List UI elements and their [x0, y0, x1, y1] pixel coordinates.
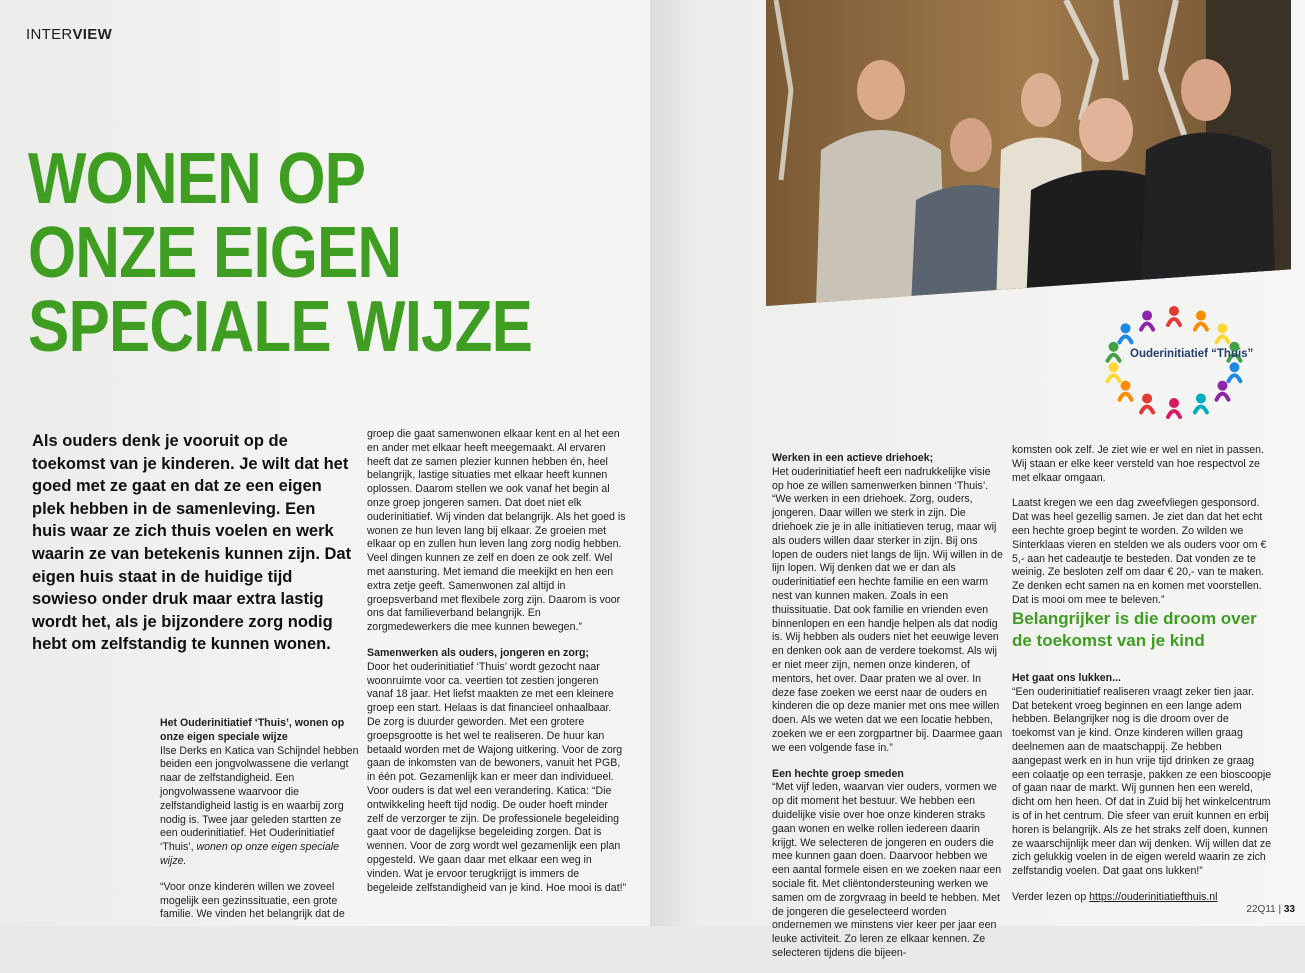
column-1-paragraph-1	[160, 745, 360, 869]
group-photo	[766, 0, 1291, 306]
column-2-subhead: Samenwerken als ouders, jongeren en zorg;	[367, 646, 589, 659]
pull-quote: Belangrijker is die droom over de toekomst van je kind	[1012, 609, 1257, 650]
logo-figure-body	[1216, 336, 1228, 342]
headline-line-3: SPECIALE WIJZE	[28, 287, 533, 367]
page-footer: 22Q11 | 33	[1246, 904, 1295, 915]
column-1-subhead: Het Ouderinitiatief ‘Thuis’, wonen op onze eigen speciale wijze	[160, 717, 345, 743]
logo-text: Ouderinitiatief “Thuis”	[1130, 348, 1254, 360]
intro-paragraph: Als ouders denk je vooruit op de toekomst van je kinderen. Je wilt dat het goed met ze gaat en dat ze een eigen plek hebben in de samenleving. Een huis waar ze zich thuis voelen en werk waarin ze van betekenis kunnen zijn. Dat eigen huis staat in de huidige tijd sowieso onder druk maar extra lastig wordt het, als je bijzondere zorg nodig hebt om zelfstandig te kunnen wonen.	[32, 432, 352, 654]
logo-figure-body	[1120, 336, 1132, 342]
ouderinitiatief-logo	[1086, 298, 1262, 428]
logo-figure-head	[1121, 381, 1131, 391]
headline	[28, 139, 544, 367]
logo-figure-head	[1217, 323, 1227, 333]
logo-figure-body	[1168, 319, 1180, 325]
group-photo-image	[766, 0, 1291, 306]
logo-figure-body	[1168, 411, 1180, 417]
logo-figure-head	[1121, 323, 1131, 333]
website-link[interactable]: https://ouderinitiatiefthuis.nl	[1089, 890, 1218, 903]
logo-figure-body	[1195, 324, 1207, 330]
column-4-paragraph-1: komsten ook zelf. Je ziet wie er wel en niet in passen. Wij staan er elke keer versteld van hoe respectvol ze met elkaar omgaan.	[1012, 444, 1265, 484]
logo-figure-body	[1108, 375, 1120, 381]
section-label-bold: VIEW	[72, 26, 113, 43]
page-number: 33	[1283, 904, 1295, 915]
column-1-paragraph-2: “Voor onze kinderen willen we zoveel mogelijk een gezinssituatie, een grote familie. We vinden het belangrijk dat de	[160, 880, 345, 921]
logo-figure-body	[1195, 406, 1207, 412]
logo-figure-head	[1196, 311, 1206, 321]
logo-figure-body	[1228, 375, 1240, 381]
logo-figures-ring	[1108, 306, 1241, 417]
logo-figure-head	[1169, 398, 1179, 408]
logo-figure-head	[1109, 362, 1119, 372]
issue-number: 22Q11	[1246, 904, 1276, 915]
logo-figure-head	[1229, 362, 1239, 372]
logo-figure-head	[1109, 342, 1119, 352]
read-more-label: Verder lezen op	[1012, 890, 1090, 903]
column-3	[772, 452, 1004, 973]
headline-line-2: ONZE EIGEN	[28, 213, 402, 293]
column-1-paragraph-1-italic: wonen op onze eigen speciale wijze.	[160, 841, 340, 867]
read-more	[1012, 891, 1272, 905]
column-4	[1012, 444, 1272, 620]
column-2-paragraph-2: Door het ouderinitiatief ‘Thuis’ wordt gezocht naar woonruimte voor ca. veertien tot zestien jongeren vanaf 18 jaar. Het liefst maakten ze met een kleinere groep een start. Helaas is dat financieel onhaalbaar. De zorg is duurder geworden. Met een grotere groepsgrootte is het wel te realiseren. De huur kan betaald worden met de Wajong uitkering. Voor de zorg gaan de inkomsten van de bewoners, vanuit het PGB, in één pot. Gezamenlijk kan er meer dan individueel. Voor ouders is dat wel een verandering. Katica: “Die ontwikkeling heeft tijd nodig. De ouder hoeft minder zelf de verzorger te zijn. De professionele begeleiding gaat voor de dagelijkse begeleiding zorgen. Dat is wennen. Voor de zorg wordt wel gezamenlijk een plan opgesteld. We gaan daar met elkaar een weg in vinden. Wat je ervoor terugkrijgt is immers de begeleide zelfstandigheid van je kind. Hoe mooi is dat!”	[367, 660, 627, 894]
column-4-subhead: Het gaat ons lukken...	[1012, 672, 1121, 684]
column-3-paragraph-1: Het ouderinitiatief heeft een nadrukkelijke visie op hoe ze willen samenwerken binnen ‘Thuis’. “We werken in een driehoek. Zorg, ouders, jongeren. Daar willen we sterk in zijn. Die driehoek zie je in alle initiatieven terug, maar wij als ouders willen daar sterker in zijn. Bij ons lopen de ouders niet langs de lijn. Wij willen in de lijn lopen. Wij denken dat we er dan als ouderinitiatief een hechte familie en een warm nest van kunnen maken. Zoals in een thuissituatie. Dat ook familie en vrienden even binnenlopen en een handje helpen als dat nodig is. Wij hebben als ouders niet het eeuwige leven en denken ook aan de verdere toekomst. Als wij er niet meer zijn, nemen onze kinderen, of mentors, het over. Daar praten we al over. In deze fase zoeken we eerst naar de ouders en kinderen die op deze manier met ons mee willen doen. Als we weten dat we een locatie hebben, zoeken we er een zorgpartner bij. Daarmee gaan we een volgende fase in.”	[772, 465, 1003, 754]
headline-line-1: WONEN OP	[28, 139, 366, 219]
column-1-paragraph-1-text: Ilse Derks en Katica van Schijndel hebben beiden een jongvolwassene die verlangt naar de zelfstandigheid. Een jongvolwassene waarvoor die zelfstandigheid lastig is en waarbij zorg nodig is. Twee jaar geleden startten ze een ouderinitiatief. Het Ouderinitiatief ‘Thuis’,	[160, 744, 359, 854]
logo-figure-head	[1142, 311, 1152, 321]
column-4-lower	[1012, 672, 1272, 917]
column-3-subhead-2: Een hechte groep smeden	[772, 767, 904, 780]
logo-figure-head	[1217, 381, 1227, 391]
column-2-paragraph-1: groep die gaat samenwonen elkaar kent en al het een en ander met elkaar heeft meegemaakt. Al ervaren heeft dat ze samen plezier kunnen hebben én, heel belangrijk, lastige situaties met elkaar heeft kunnen oplossen. Daarom stellen we ook vanaf het begin al onze groep jongeren samen. Dat doet niet elk ouderinitiatief. Wij vinden dat belangrijk. Als het goed is wonen ze hun leven lang bij elkaar. Ze groeien met elkaar op en zullen hun leven lang zorg nodig hebben. Veel dingen kunnen ze zelf en doen ze ook zelf. Wel met aansturing. Met iemand die meekijkt en hen een extra zetje geeft. Samenwonen zal altijd in groepsverband met flexibele zorg zijn. Daarom is voor ons dat familieverband belangrijk. En zorgmedewerkers die mee kunnen bewegen.”	[367, 428, 626, 634]
section-label-light: INTER	[26, 26, 73, 43]
left-page	[0, 0, 650, 926]
column-1	[160, 717, 360, 934]
logo-figure-head	[1142, 393, 1152, 403]
column-4-paragraph-3: “Een ouderinitiatief realiseren vraagt zeker tien jaar. Dat betekent vroeg beginnen en een lange adem hebben. Belangrijker nog is die droom over de toekomst van je kind. Onze kinderen willen graag deelnemen aan de maatschappij. Ze hebben aangepast werk en in hun vrije tijd drinken ze graag een colaatje op een terrasje, pakken ze een bioscoopje of gaan naar de markt. Wij gunnen hen een wereld, dicht om hen heen. Of dat in Zuid bij het winkelcentrum is of in het centrum. Die sfeer van eruit kunnen en erbij horen is belangrijk. Als ze het straks zelf doen, kunnen ze waarschijnlijk meer dan wij denken. Wij willen dat ze zich gelukkig voelen in de eigen wereld waarin ze zich zelfstandig voelen. Dat gaat ons lukken!”	[1012, 685, 1272, 878]
logo-figure-body	[1120, 394, 1132, 400]
column-2	[367, 428, 627, 907]
column-3-paragraph-2: “Met vijf leden, waarvan vier ouders, vormen we op dit moment het bestuur. We hebben een duidelijke visie over hoe onze kinderen straks gaan wonen en welke rollen iedereen daarin krijgt. We selecteren de jongeren en ouders die mee kunnen gaan doen. Daarvoor hebben we een aantal formele eisen en we zoeken naar een sociale fit. Met cliëntondersteuning werken we samen om de zorgvraag in beeld te hebben. Met de jongeren die geselecteerd worden ondernemen we minstens vier keer per jaar een leuke activiteit. Zo leren ze elkaar kennen. Ze selecteren tijdens die bijeen-	[772, 781, 1002, 959]
logo-figure-head	[1169, 306, 1179, 316]
section-label	[26, 26, 112, 43]
column-3-subhead-1: Werken in een actieve driehoek;	[772, 452, 934, 464]
logo-figure-body	[1141, 324, 1153, 330]
logo-figure-head	[1196, 393, 1206, 403]
logo-figure-body	[1216, 394, 1228, 400]
logo-figure-body	[1108, 355, 1120, 361]
column-4-paragraph-2: Laatst kregen we een dag zweefvliegen gesponsord. Dat was heel gezellig samen. Je ziet dan dat het echt een hechte groep begint te worden. Zo wilden we Sinterklaas vieren en stelden we als ouders voor om € 5,- aan het cadeautje te besteden. Dat vonden ze te weinig. Ze besloten zelf om daar € 20,- van te maken. Ze denken echt samen na en komen met voorstellen. Dat is mooi om mee te beleven.”	[1012, 497, 1267, 606]
logo-figure-body	[1141, 406, 1153, 412]
